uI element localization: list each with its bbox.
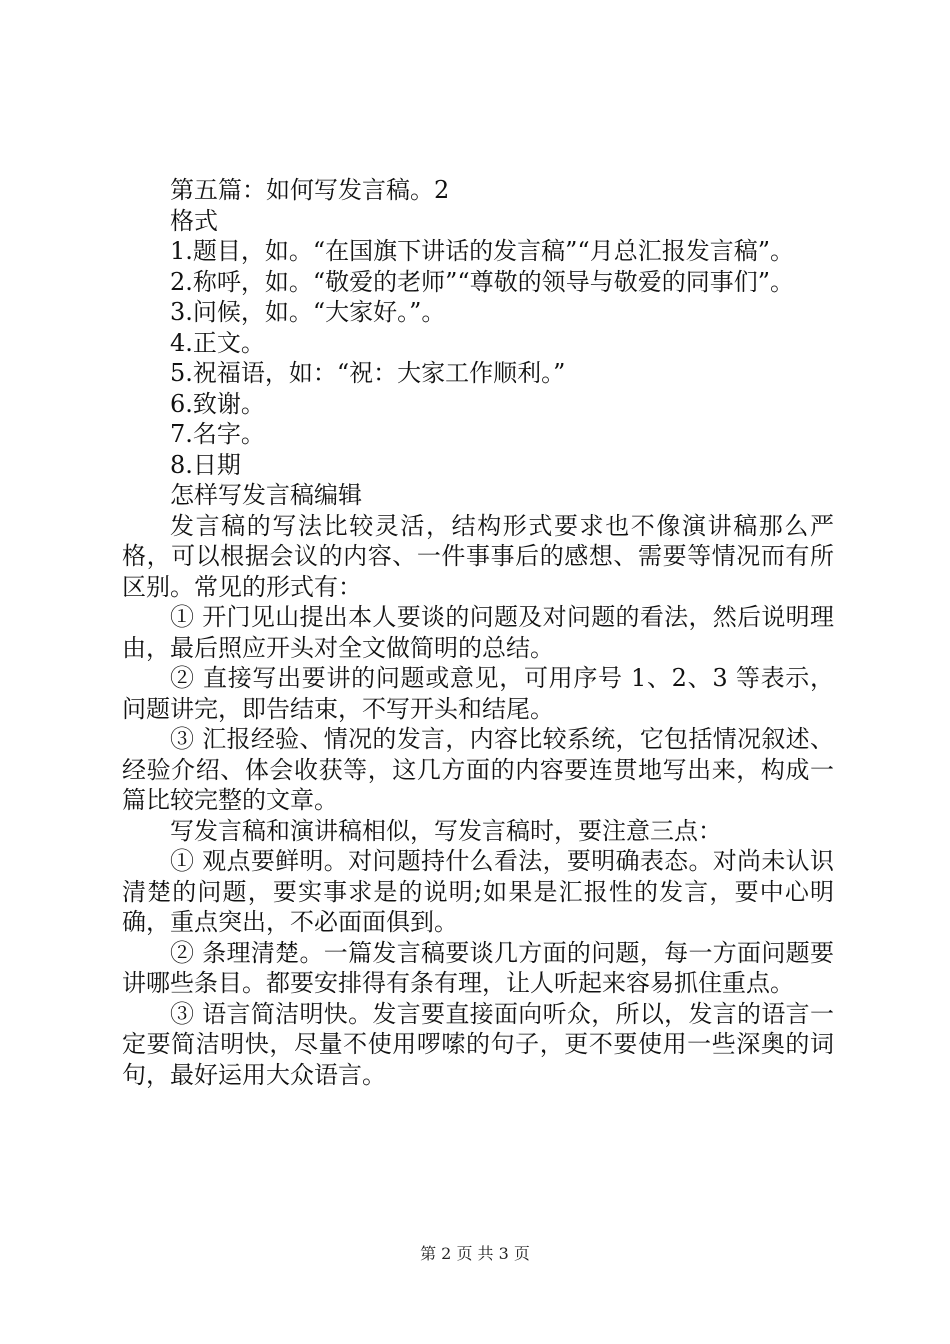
paragraph-point-3: ③ 语言简洁明快。发言要直接面向听众，所以，发言的语言一定要简洁明快，尽量不使用啰嗦的句子，更不要使用一些深奥的词句，最好运用大众语言。	[122, 999, 834, 1089]
document-body	[122, 175, 834, 1090]
paragraph-format-label: 格式	[170, 206, 218, 235]
paragraph-three-points: 写发言稿和演讲稿相似，写发言稿时，要注意三点：	[170, 816, 722, 845]
paragraph-form-2: ② 直接写出要讲的问题或意见，可用序号 1、2、3 等表示，问题讲完，即告结束，不写开头和结尾。	[122, 664, 834, 723]
list-item-body: 4.正文。	[170, 328, 265, 357]
page-footer	[0, 1244, 950, 1264]
list-item-salutation: 2.称呼，如。“敬爱的老师”“尊敬的领导与敬爱的同事们”。	[170, 267, 794, 296]
section-heading: 第五篇：如何写发言稿。2	[170, 176, 450, 204]
list-item-blessing: 5.祝福语，如：“祝：大家工作顺利。”	[170, 359, 566, 387]
paragraph-point-1: ① 观点要鲜明。对问题持什么看法，要明确表态。对尚未认识清楚的问题，要实事求是的说明;如果是汇报性的发言，要中心明确，重点突出，不必面面俱到。	[122, 847, 834, 936]
list-item-date: 8.日期	[170, 450, 241, 479]
paragraph-intro: 发言稿的写法比较灵活，结构形式要求也不像演讲稿那么严格，可以根据会议的内容、一件事事后的感想、需要等情况而有所区别。常见的形式有：	[122, 511, 834, 601]
paragraph-form-1: ① 开门见山提出本人要谈的问题及对问题的看法，然后说明理由，最后照应开头对全文做简明的总结。	[122, 603, 834, 662]
list-item-title: 1.题目，如。“在国旗下讲话的发言稿”“月总汇报发言稿”。	[170, 237, 794, 265]
list-item-thanks: 6.致谢。	[170, 389, 265, 418]
paragraph-form-3: ③ 汇报经验、情况的发言，内容比较系统，它包括情况叙述、经验介绍、体会收获等，这几方面的内容要连贯地写出来，构成一篇比较完整的文章。	[122, 725, 834, 814]
list-item-name: 7.名字。	[170, 420, 265, 448]
page-indicator: 第 2 页 共 3 页	[420, 1244, 530, 1263]
list-item-greeting: 3.问候，如。“大家好。”。	[170, 298, 446, 326]
paragraph-point-2: ② 条理清楚。一篇发言稿要谈几方面的问题，每一方面问题要讲哪些条目。都要安排得有条有理，让人听起来容易抓住重点。	[122, 938, 834, 997]
subsection-heading: 怎样写发言稿编辑	[170, 481, 362, 509]
